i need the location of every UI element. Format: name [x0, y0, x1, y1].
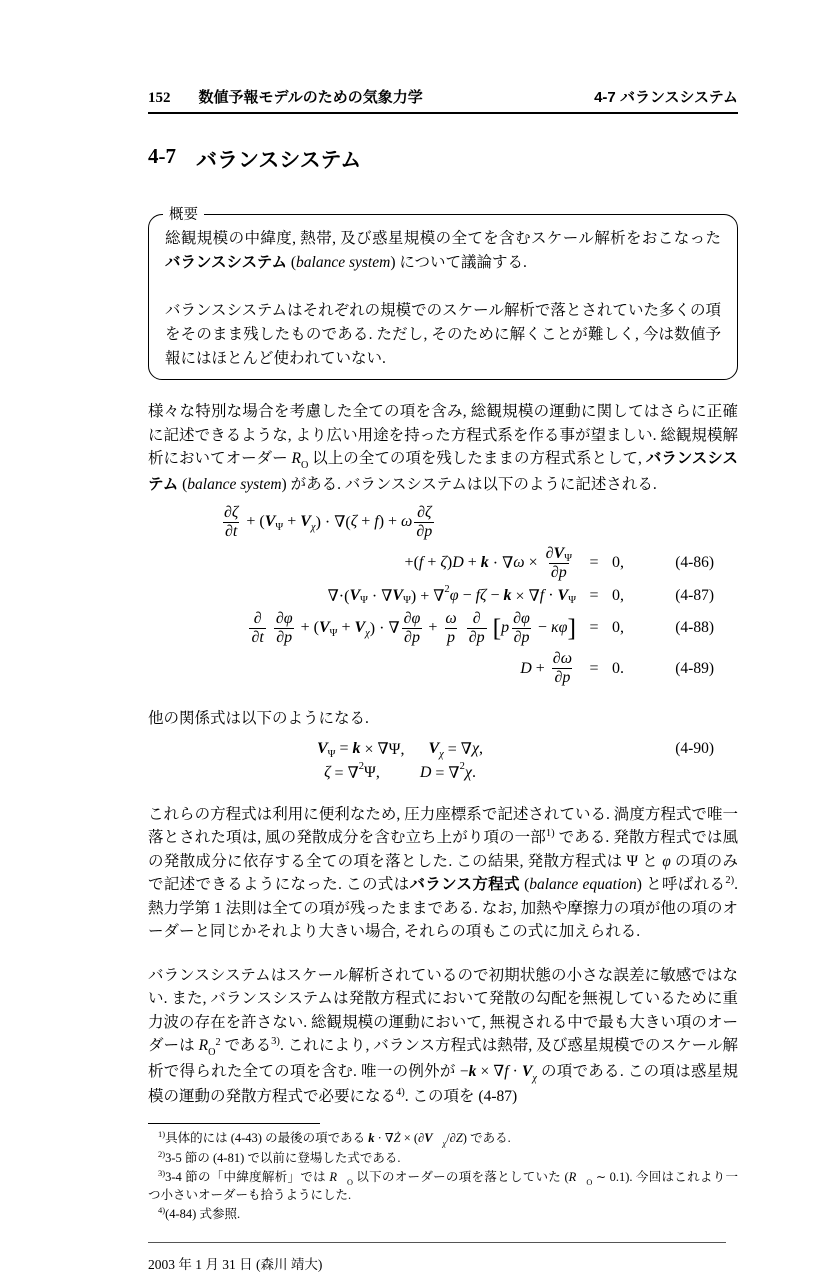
page-content: [148, 0, 742, 1273]
equation-expression: V Ψ = k × ∇Ψ, V χ = ∇ χ ,: [316, 739, 484, 760]
equation-4-86-line-1: [148, 504, 738, 541]
equation-number: (4-86): [675, 554, 714, 572]
equals-sign: =: [589, 554, 599, 572]
section-heading: [148, 144, 738, 174]
section-number: 4-7: [148, 144, 176, 168]
header-section-ref: 4-7 バランスシステム: [594, 89, 738, 106]
abstract-paragraph-2: バランスシステムはそれぞれの規模でのスケール解析で落とされていた多くの項をそのまま残したものである. ただし, そのために解くことが難しく, 今は数値予報にはほとんど使われていない.: [165, 302, 721, 367]
equation-4-90-block: [148, 739, 738, 783]
equation-block: [148, 504, 738, 687]
page-number: 152: [148, 90, 171, 106]
equals-sign: =: [589, 586, 599, 604]
body-paragraph-2: これらの方程式は利用に便利なため, 圧力座標系で記述されている. 渦度方程式で唯一落とされた項は, 風の発散成分を含む立ち上がり項の一部$^{1)}$ である. 発散方程式では風の発散成分に依存する全ての項を落とした. この結果, 発散方程式は Ψ と φ の項のみで記述できるようになった. この式はバランス方程式 (balance equation) と呼ばれる$^{2)}$. 熱力学第 1 法則は全ての項が残ったままである. なお, 加熱や摩擦力の項が他の項のオーダーと同じかそれより大きい場合, それらの項もこの式に加えられる.: [148, 805, 742, 941]
equation-number: (4-89): [675, 659, 714, 677]
equation-rhs: 0,: [612, 586, 624, 604]
equation-rhs: 0,: [612, 554, 624, 572]
equation-rhs: 0,: [612, 619, 624, 637]
equation-4-90-line-1: [148, 739, 738, 759]
equals-sign: =: [589, 619, 599, 637]
footnote-3: $^{3)}$3-4 節の「中緯度解析」では R O 以下のオーダーの項を落としていた (R O ∼ 0.1). 今回はこれより一つ小さいオーダーも拾うようにした.: [148, 1167, 738, 1203]
relations-lead-paragraph: 他の関係式は以下のようになる.: [148, 710, 369, 728]
footnote-1: $^{1)}$具体的には (4-43) の最後の項である k · ∇Ż × (∂V χ /∂Z) である.: [158, 1128, 511, 1148]
footnote-2: $^{2)}$3-5 節の (4-81) で以前に登場した式である.: [158, 1149, 401, 1166]
abstract-paragraph-1: 総観規模の中緯度, 熱帯, 及び惑星規模の全てを含むスケール解析をおこなったバランスシステム (balance system) について議論する.: [165, 230, 721, 271]
equation-4-90-line-2: [148, 763, 738, 783]
abstract-box-label: 概要: [163, 203, 204, 227]
abstract-box: [148, 207, 738, 380]
footer-date-author: 2003 年 1 月 31 日 (森川 靖大): [148, 1257, 323, 1273]
equation-number: (4-87): [675, 586, 714, 604]
equation-number: (4-88): [675, 619, 714, 637]
equation-expression: ζ = ∇ 2 Ψ, D = ∇ 2 χ .: [324, 761, 476, 782]
equation-number: (4-90): [675, 739, 714, 757]
body-paragraph-3: バランスシステムはスケール解析されているので初期状態の小さな誤差に敏感ではない. また, バランスシステムは発散方程式において発散の勾配を無視しているために重力波の存在を許さない. 総観規模の運動において, 無視される中で最も大きい項のオーダーは R O 2 である$^{3)}$. これにより, バランス方程式は熱帯, 及び惑星規模でのスケール解析で得られた全ての項を含む. 唯一の例外が −k × ∇f · V χ の項である. この項は惑星規模の運動の発散方程式で必要になる$^{4)}$. この項を (4-87): [148, 966, 738, 1106]
footnote-area: [148, 1123, 738, 1223]
body-paragraph-1: 様々な特別な場合を考慮した全ての項を含み, 総観規模の運動に関してはさらに正確に記述できるような, より広い用途を持った方程式系を作る事が望ましい. 総観規模解析においてオーダー R O 以上の全ての項を残したままの方程式系として, バランスシステム (balance system) がある. バランスシステムは以下のように記述される.: [148, 403, 738, 493]
book-title: 数値予報モデルのための気象力学: [198, 89, 423, 106]
page-footer: [148, 1242, 726, 1273]
equation-expression: +( f + ζ ) D + k · ∇ ω × ∂ V Ψ ∂p: [404, 544, 572, 581]
equation-expression: ∂ ∂t ∂φ ∂p + ( V Ψ + V χ ) · ∇ ∂φ ∂p + $\frac{\omega}{p}$ ∂ ∂p [ p ∂φ ∂p − κφ ]: [251, 609, 576, 646]
equation-4-88: [148, 610, 738, 647]
equation-expression: ∂ζ ∂t + ( V Ψ + V χ ) · ∇( ζ + f ) + ω ∂ζ ∂p: [224, 504, 433, 540]
equals-sign: =: [589, 659, 599, 677]
equation-expression: D + $\frac{\partial\omega}{\partial p}$: [520, 650, 572, 687]
footnote-4: $^{4)}$(4-84) 式参照.: [158, 1204, 241, 1221]
equation-4-89: [148, 650, 738, 687]
running-header: [148, 86, 738, 114]
footnote-rule: [148, 1123, 320, 1124]
section-title: バランスシステム: [196, 149, 362, 172]
equation-4-86-line-2: [148, 545, 738, 582]
equation-rhs: 0.: [612, 659, 624, 677]
equation-expression: ∇·( V Ψ · ∇ V Ψ ) + ∇ 2 φ − fζ − k × ∇ f · V Ψ: [327, 584, 576, 607]
equation-4-87: [148, 586, 738, 606]
